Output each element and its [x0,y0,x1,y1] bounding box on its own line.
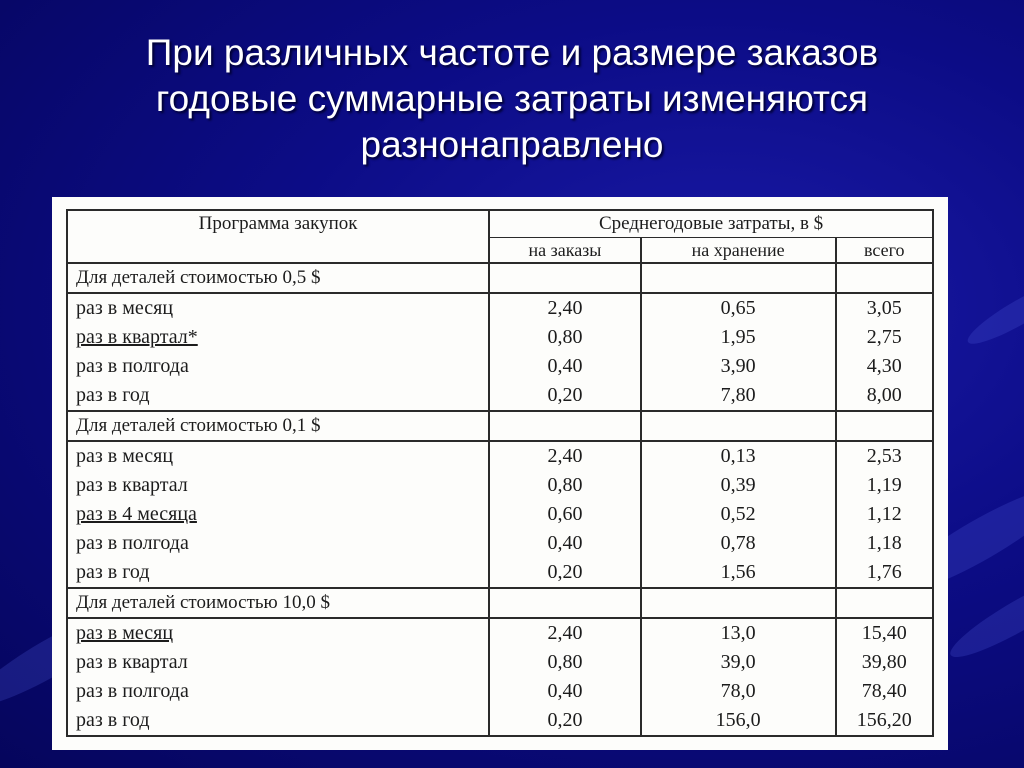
orders-header: на заказы [489,238,641,264]
orders-cost: 0,60 [489,500,641,529]
slide-title [60,30,964,168]
total-cost: 1,12 [836,500,933,529]
table-row [67,352,933,381]
storage-cost: 39,0 [641,648,836,677]
orders-cost: 2,40 [489,618,641,648]
total-cost: 15,40 [836,618,933,648]
orders-cost: 0,80 [489,471,641,500]
table-row [67,441,933,471]
group-row [67,588,933,618]
row-label: раз в месяц [67,441,489,471]
row-label: раз в квартал [67,471,489,500]
row-label [67,618,489,648]
orders-cost: 0,20 [489,558,641,588]
total-cost: 3,05 [836,293,933,323]
total-cost: 1,18 [836,529,933,558]
orders-cost: 0,20 [489,706,641,736]
scanned-table-sheet [52,197,948,750]
total-cost: 2,53 [836,441,933,471]
table-row [67,323,933,352]
costs-header: Среднегодовые затраты, в $ [489,210,933,238]
orders-cost: 0,20 [489,381,641,411]
storage-header: на хранение [641,238,836,264]
row-label: раз в квартал [67,648,489,677]
storage-cost: 0,39 [641,471,836,500]
table-row [67,293,933,323]
storage-cost: 0,65 [641,293,836,323]
group-label: Для деталей стоимостью 10,0 $ [67,588,489,618]
total-cost: 78,40 [836,677,933,706]
table-row [67,471,933,500]
orders-cost: 0,40 [489,677,641,706]
program-header: Программа закупок [67,210,489,263]
row-label: раз в месяц [67,293,489,323]
storage-cost: 1,56 [641,558,836,588]
title-line-2: годовые суммарные затраты изменяются [155,78,869,119]
storage-cost: 0,13 [641,441,836,471]
background-streak [943,562,1024,668]
orders-cost: 0,80 [489,323,641,352]
storage-cost: 7,80 [641,381,836,411]
group-label: Для деталей стоимостью 0,5 $ [67,263,489,293]
row-label: раз в полгода [67,352,489,381]
total-header: всего [836,238,933,264]
group-label: Для деталей стоимостью 0,1 $ [67,411,489,441]
total-cost: 156,20 [836,706,933,736]
storage-cost: 1,95 [641,323,836,352]
table-row [67,618,933,648]
orders-cost: 2,40 [489,441,641,471]
row-label [67,323,489,352]
orders-cost: 0,40 [489,352,641,381]
row-label: раз в год [67,706,489,736]
storage-cost: 78,0 [641,677,836,706]
orders-cost: 2,40 [489,293,641,323]
table-row [67,706,933,736]
total-cost: 39,80 [836,648,933,677]
total-cost: 8,00 [836,381,933,411]
purchase-costs-table [66,209,934,737]
table-row [67,648,933,677]
total-cost: 1,19 [836,471,933,500]
orders-cost: 0,80 [489,648,641,677]
row-label: раз в год [67,381,489,411]
storage-cost: 156,0 [641,706,836,736]
row-label-text: раз в месяц [76,622,174,644]
total-cost: 1,76 [836,558,933,588]
storage-cost: 3,90 [641,352,836,381]
storage-cost: 13,0 [641,618,836,648]
total-cost: 4,30 [836,352,933,381]
total-cost: 2,75 [836,323,933,352]
title-line-3: разнонаправлено [360,124,664,165]
orders-cost: 0,40 [489,529,641,558]
row-label-text: раз в квартал* [76,326,198,348]
row-label [67,500,489,529]
storage-cost: 0,52 [641,500,836,529]
title-line-1: При различных частоте и размере заказов [145,32,879,73]
table-row [67,558,933,588]
table-row [67,677,933,706]
row-label-text: раз в 4 месяца [76,503,197,525]
storage-cost: 0,78 [641,529,836,558]
row-label: раз в полгода [67,529,489,558]
row-label: раз в год [67,558,489,588]
table-row [67,500,933,529]
group-row [67,263,933,293]
background-streak [962,272,1024,353]
row-label: раз в полгода [67,677,489,706]
table-row [67,529,933,558]
group-row [67,411,933,441]
table-row [67,381,933,411]
